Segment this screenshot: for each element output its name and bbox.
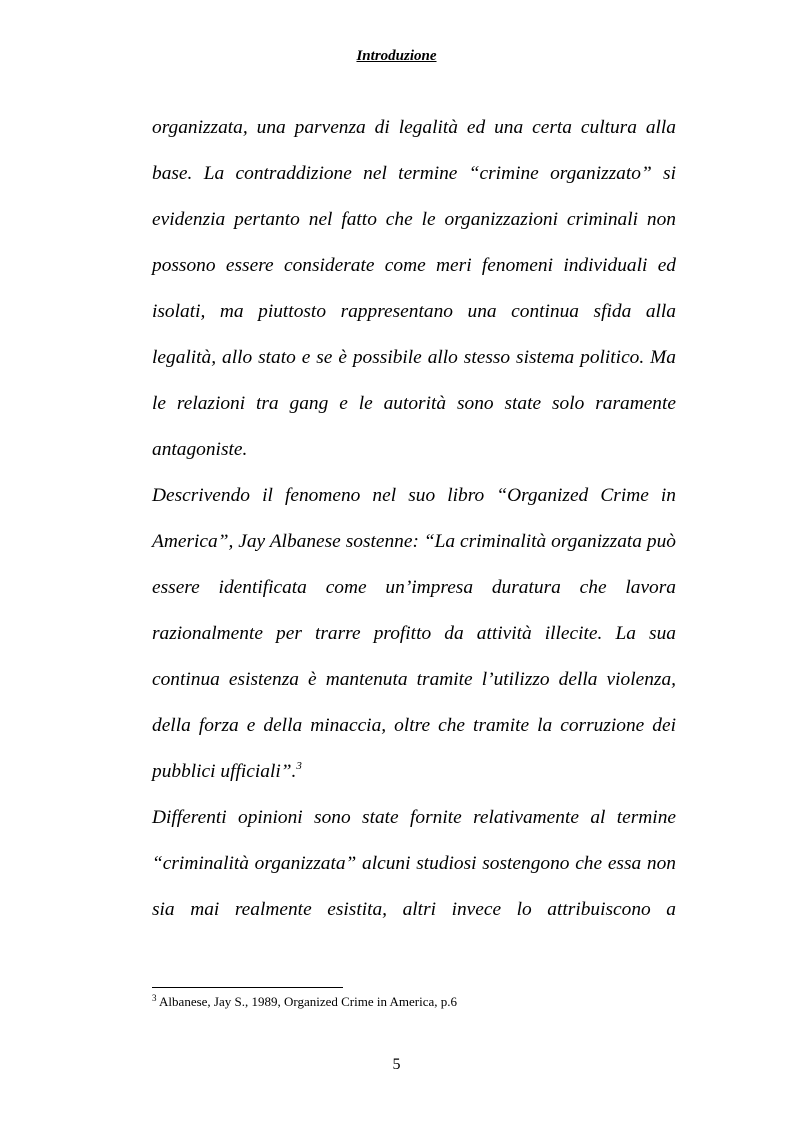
page-header-title: Introduzione bbox=[356, 48, 437, 64]
footnote-reference[interactable]: 3 bbox=[296, 760, 302, 772]
footnote-text: Albanese, Jay S., 1989, Organized Crime in America, p.6 bbox=[159, 994, 458, 1009]
paragraph-2 bbox=[152, 473, 676, 795]
footnote-number: 3 bbox=[152, 993, 157, 1003]
body-text bbox=[152, 105, 676, 933]
footnote-separator bbox=[152, 987, 343, 988]
footnote bbox=[152, 993, 676, 1011]
paragraph-2-text: Descrivendo il fenomeno nel suo libro “Organized Crime in America”, Jay Albanese sostenne: “La criminalità organizzata può essere identificata come un’impresa duratura che lavora razionalmente per trarre profitto da attività illecite. La sua continua esistenza è mantenuta tramite l’utilizzo della violenza, della forza e della minaccia, oltre che tramite la corruzione dei pubblici ufficiali”. bbox=[152, 485, 676, 782]
page-number: 5 bbox=[392, 1056, 401, 1073]
paragraph-1: organizzata, una parvenza di legalità ed una certa cultura alla base. La contraddizione nel termine “crimine organizzato” si evidenzia pertanto nel fatto che le organizzazioni criminali non possono essere considerate come meri fenomeni individuali ed isolati, ma piuttosto rappresentano una continua sfida alla legalità, allo stato e se è possibile allo stesso sistema politico. Ma le relazioni tra gang e le autorità sono state solo raramente antagoniste. bbox=[152, 117, 676, 460]
paragraph-3: Differenti opinioni sono state fornite relativamente al termine “criminalità organizzata” alcuni studiosi sostengono che essa non sia mai realmente esistita, altri invece lo attribuiscono a bbox=[152, 807, 676, 920]
